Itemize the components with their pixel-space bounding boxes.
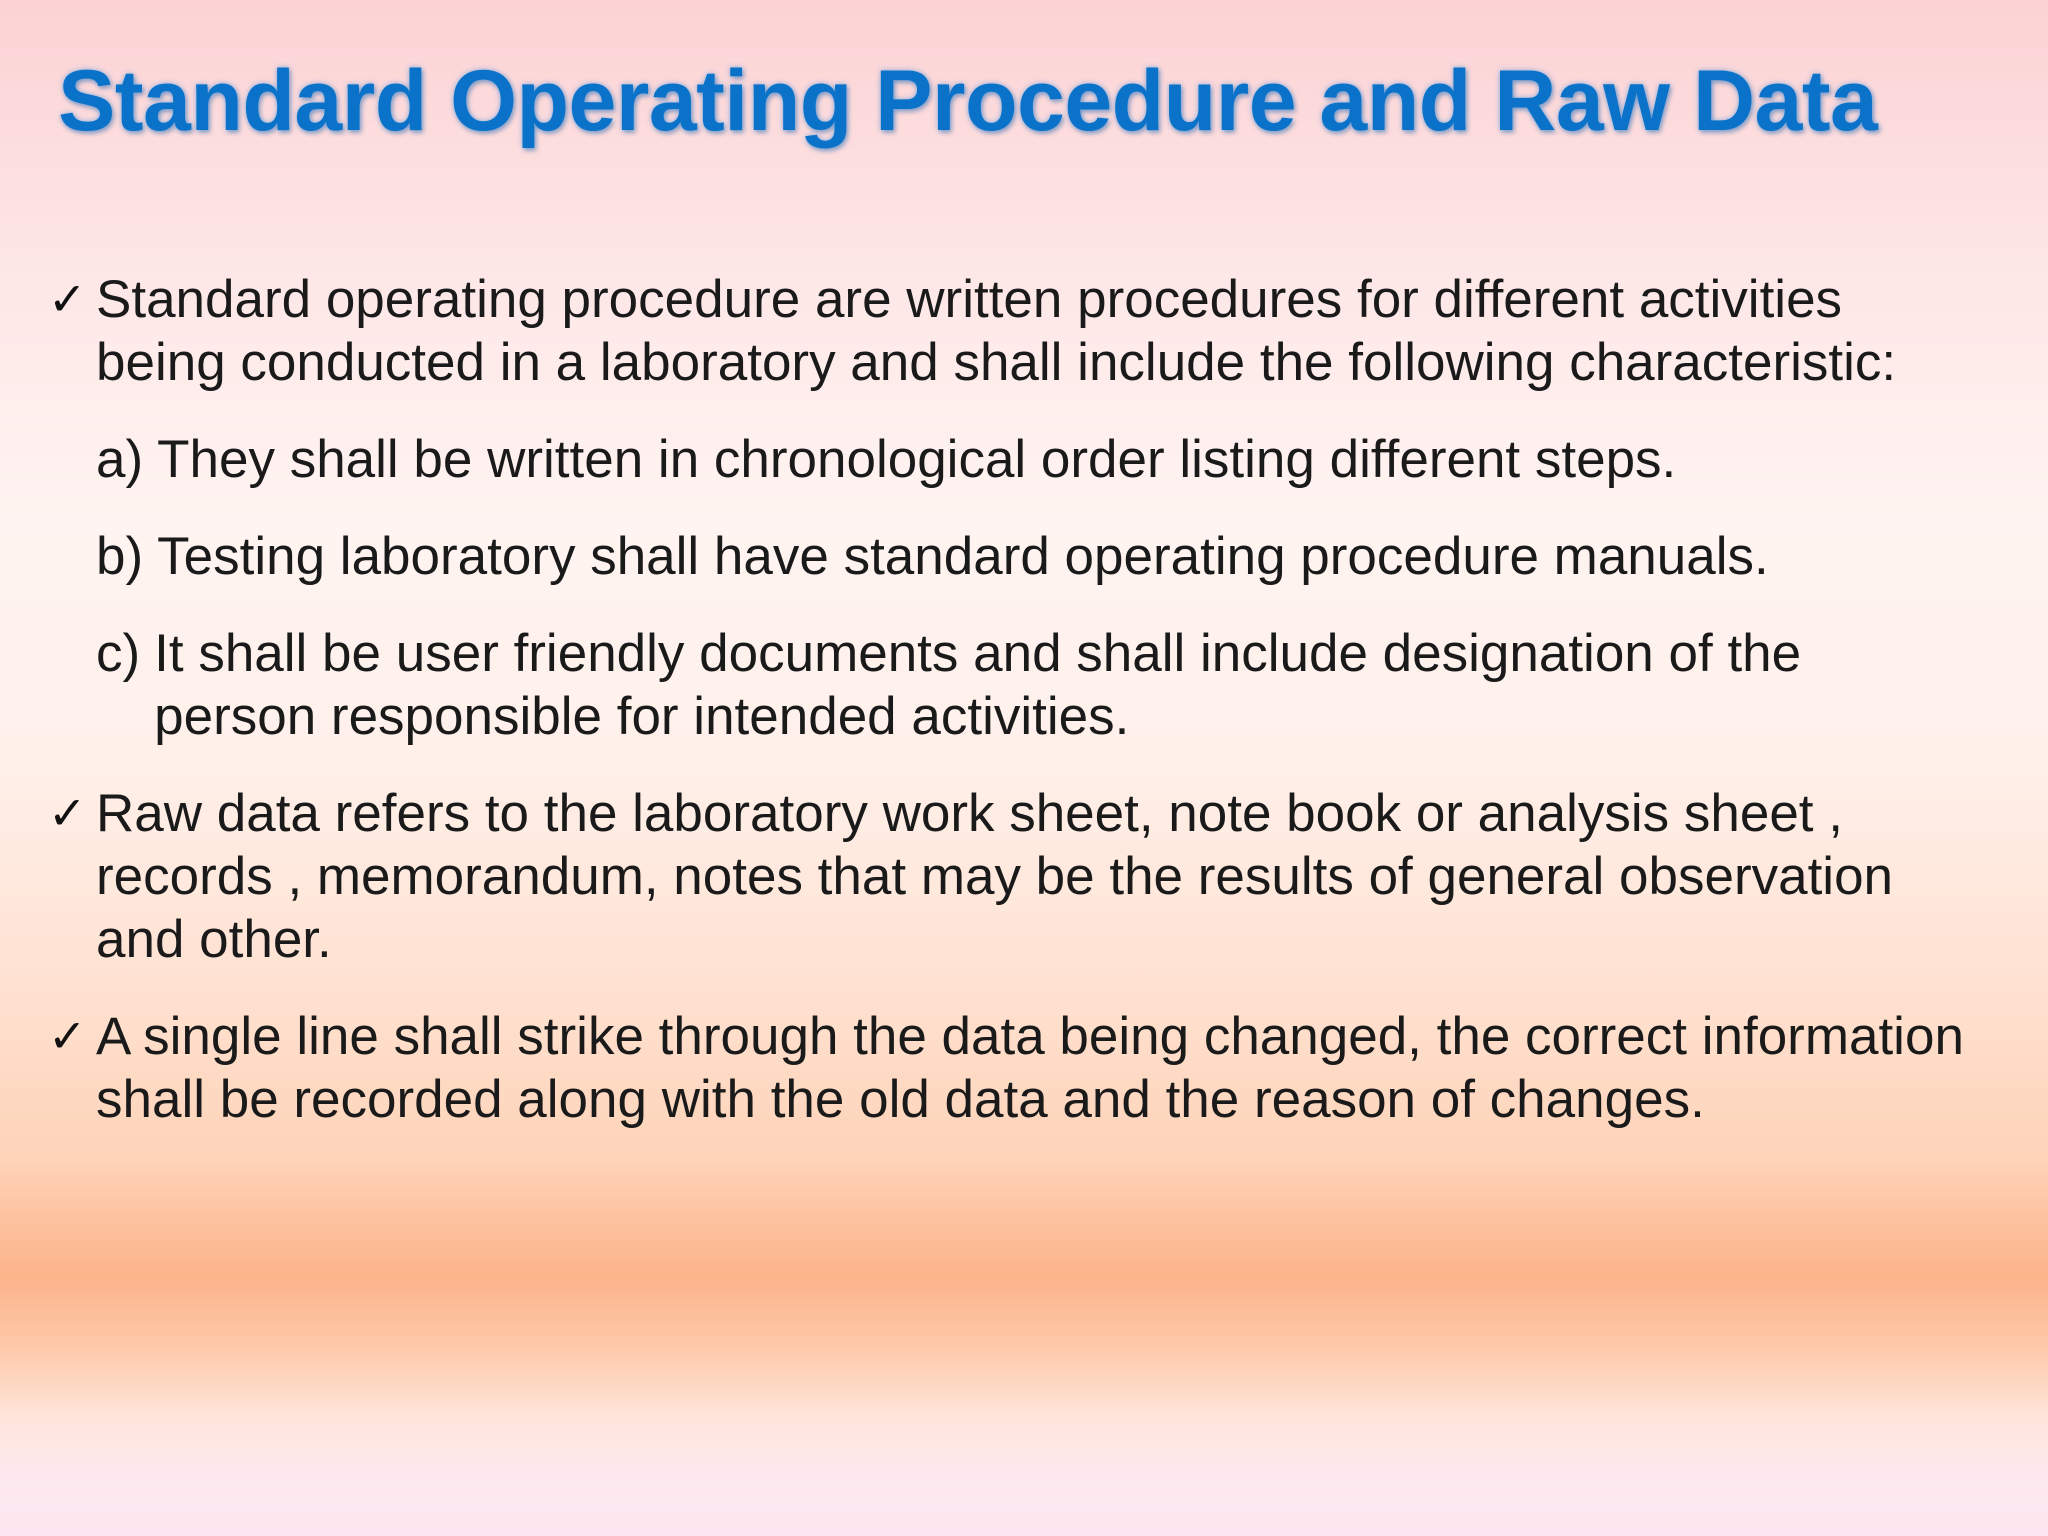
bullet-text: Standard operating procedure are written procedures for different activities being conducted in a laboratory and shall include the following characteristic: <box>96 270 1897 392</box>
check-icon: ✓ <box>48 1009 87 1063</box>
sub-item-text: They shall be written in chronological order listing different steps. <box>157 430 1677 489</box>
bullet-item-raw-data <box>44 782 1964 971</box>
sub-item-marker: b) <box>96 527 144 586</box>
sub-item-marker: c) <box>96 624 141 683</box>
sub-item-marker: a) <box>96 430 144 489</box>
bullet-item-sop <box>44 268 1964 394</box>
check-icon: ✓ <box>48 786 87 840</box>
bullet-text: A single line shall strike through the data being changed, the correct information shall be recorded along with the old data and the reason of changes. <box>96 1007 1964 1129</box>
sub-item-text: Testing laboratory shall have standard operating procedure manuals. <box>157 527 1769 586</box>
sub-item-c <box>44 622 1964 748</box>
bullet-text: Raw data refers to the laboratory work sheet, note book or analysis sheet , records , memorandum, notes that may be the results of general observation and other. <box>96 784 1894 969</box>
sub-item-b <box>44 525 1964 588</box>
bullet-item-strike-through <box>44 1005 1964 1131</box>
sub-item-a <box>44 428 1964 491</box>
slide-body <box>44 268 1964 1131</box>
sub-item-text: It shall be user friendly documents and shall include designation of the person responsible for intended activities. <box>154 624 1802 746</box>
slide-title: Standard Operating Procedure and Raw Data <box>58 53 1878 149</box>
check-icon: ✓ <box>48 272 87 326</box>
